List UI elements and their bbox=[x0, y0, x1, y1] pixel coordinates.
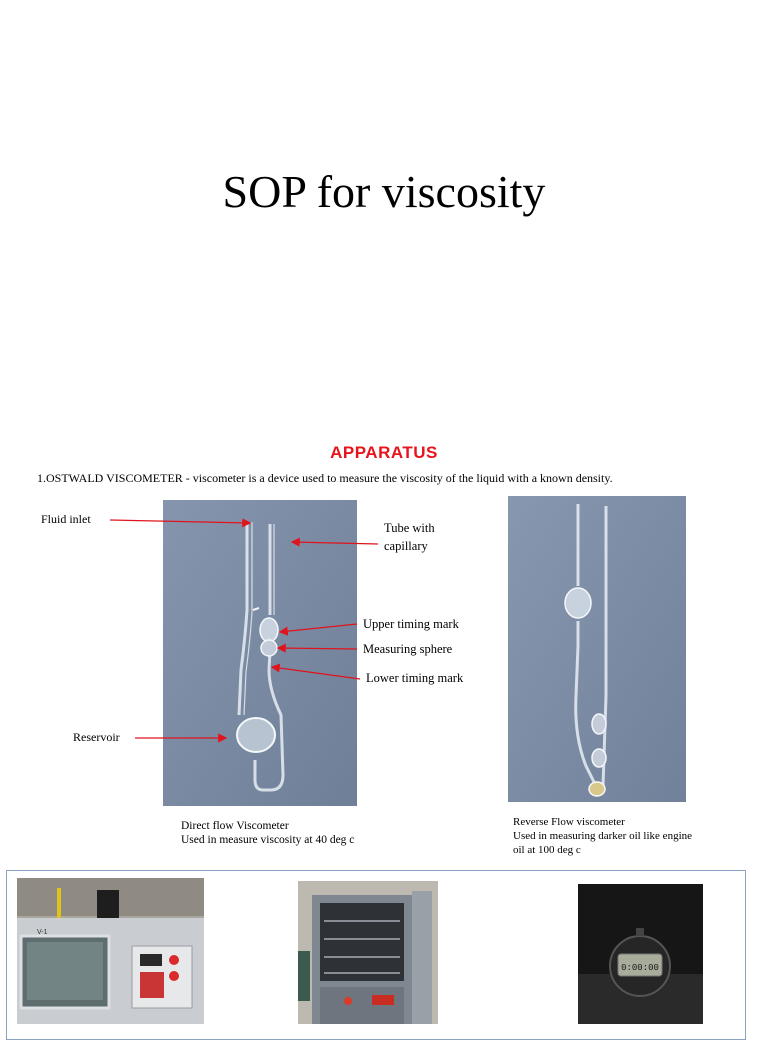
stopwatch-drawing bbox=[578, 884, 703, 1024]
label-reservoir: Reservoir bbox=[73, 730, 120, 744]
viscometer-bath-photo bbox=[17, 878, 204, 1024]
reverse-flow-caption bbox=[513, 816, 692, 857]
direct-flow-caption bbox=[181, 819, 354, 848]
reverse-flow-caption-line1: Reverse Flow viscometer bbox=[513, 816, 625, 828]
stopwatch-display: 0:00:00 bbox=[621, 963, 659, 973]
reverse-flow-viscometer-drawing bbox=[508, 496, 686, 802]
label-upper-timing-mark: Upper timing mark bbox=[363, 617, 459, 631]
bath-label: V-1 bbox=[37, 929, 48, 936]
slide-title: SOP for viscosity bbox=[222, 166, 546, 217]
direct-flow-caption-line1: Direct flow Viscometer bbox=[181, 820, 289, 832]
hot-air-oven-photo bbox=[298, 881, 438, 1024]
direct-flow-caption-line2: Used in measure viscosity at 40 deg c bbox=[181, 834, 355, 847]
hot-air-oven-drawing bbox=[298, 881, 438, 1024]
direct-flow-viscometer-drawing bbox=[163, 500, 357, 806]
reverse-flow-caption-line2: Used in measuring darker oil like engine bbox=[513, 829, 693, 842]
stopwatch-photo bbox=[578, 884, 703, 1024]
label-tube-line1: Tube with bbox=[384, 521, 435, 535]
label-tube-with-capillary bbox=[384, 520, 435, 555]
direct-flow-viscometer-photo bbox=[163, 500, 357, 806]
label-tube-line2: capillary bbox=[384, 538, 428, 553]
label-fluid-inlet: Fluid inlet bbox=[41, 512, 91, 526]
viscometer-bath-drawing bbox=[17, 878, 204, 1024]
apparatus-heading: APPARATUS bbox=[330, 443, 438, 462]
reverse-flow-viscometer-photo bbox=[508, 496, 686, 802]
label-lower-timing-mark: Lower timing mark bbox=[366, 671, 464, 685]
apparatus-intro: 1.OSTWALD VISCOMETER - viscometer is a device used to measure the viscosity of the liquid with a known density. bbox=[37, 471, 613, 485]
reverse-flow-caption-line3: oil at 100 deg c bbox=[513, 843, 581, 856]
label-measuring-sphere: Measuring sphere bbox=[363, 642, 453, 656]
